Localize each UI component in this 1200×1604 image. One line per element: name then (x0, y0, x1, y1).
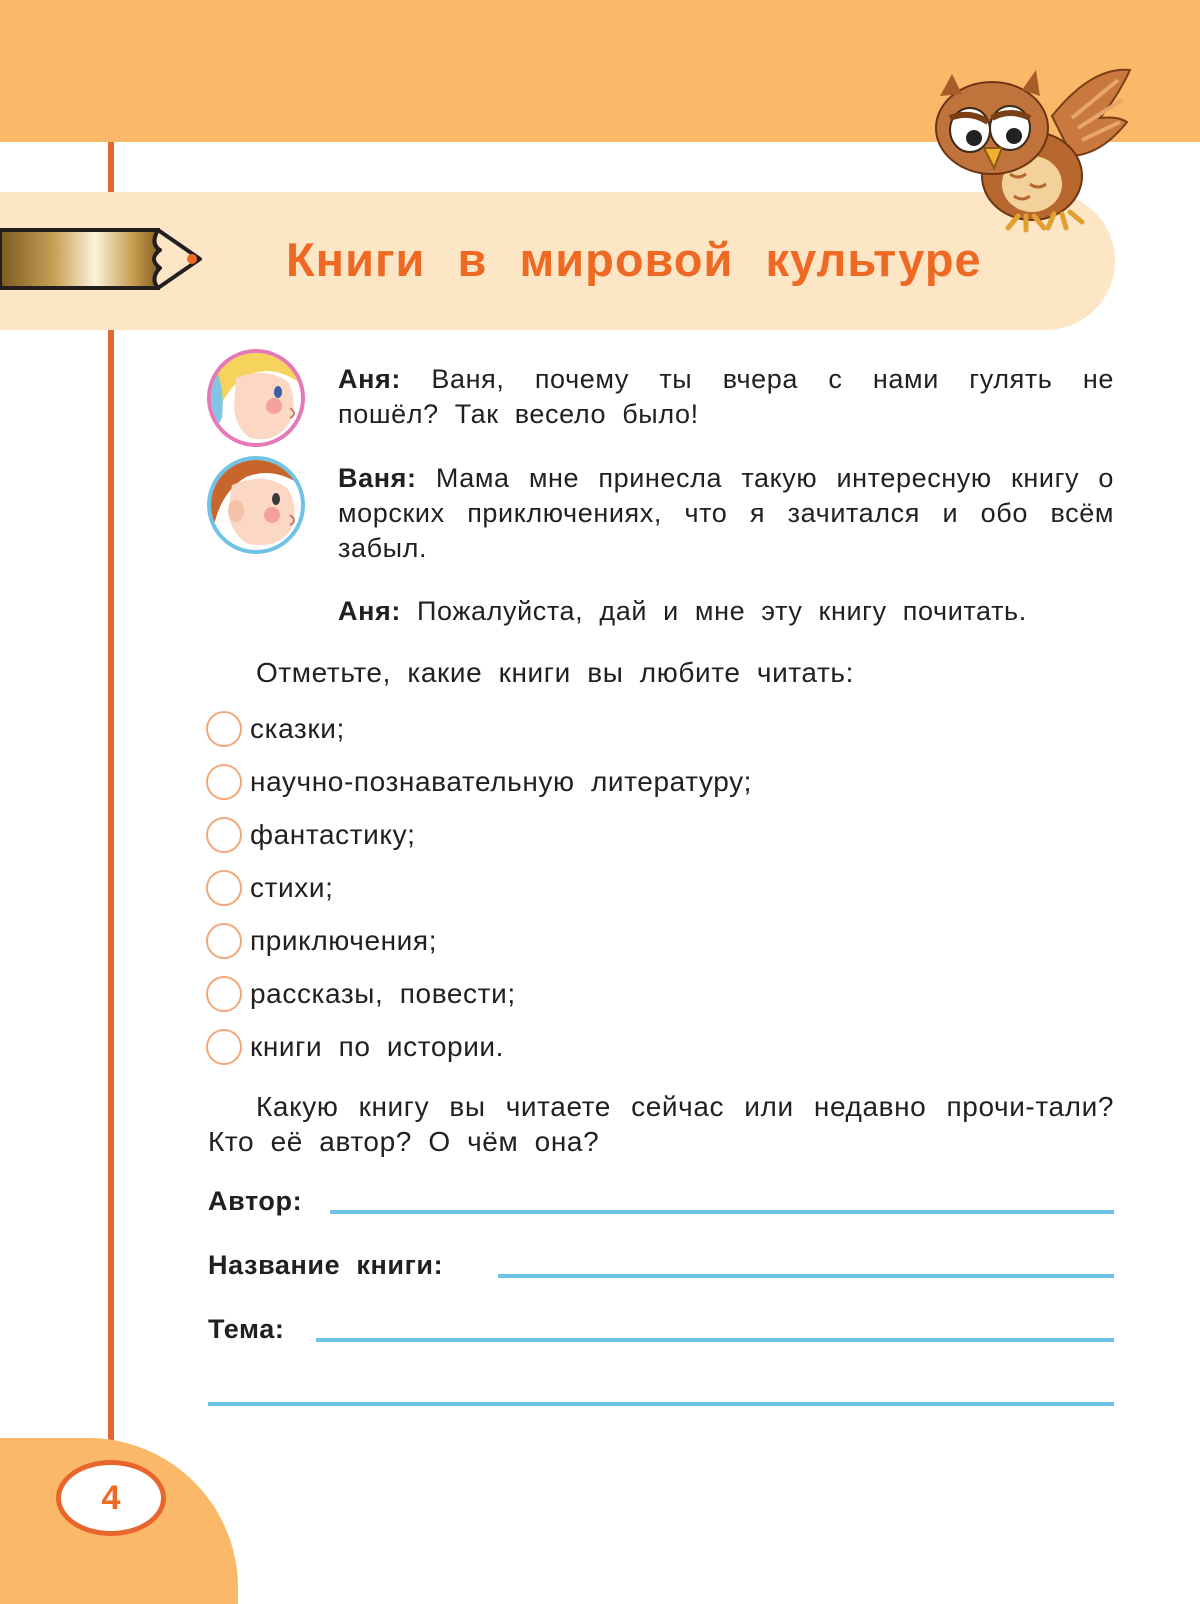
theme-answer-line[interactable] (316, 1338, 1114, 1342)
checklist-item-label: приключения; (250, 924, 438, 956)
owl-mascot-icon (922, 56, 1142, 236)
checkbox-circle[interactable] (206, 1029, 242, 1065)
checkbox-circle[interactable] (206, 711, 242, 747)
author-answer-line[interactable] (330, 1210, 1114, 1214)
dialogue-text: Мама мне принесла такую интересную книгу о морских приключениях, что я зачитался и обо всём забыл. (338, 463, 1114, 563)
book-type-checklist (206, 702, 1106, 1073)
page-title: Книги в мировой культуре (286, 233, 982, 286)
checklist-item-label: фантастику; (250, 818, 416, 850)
theme-label: Тема: (208, 1314, 285, 1344)
checklist-item[interactable] (206, 702, 1106, 755)
page-number-badge (56, 1460, 166, 1536)
dialogue-text: Пожалуйста, дай и мне эту книгу почитать. (400, 596, 1027, 626)
dialogue-line-2 (338, 461, 1114, 566)
checkbox-circle[interactable] (206, 976, 242, 1012)
checklist-item-label: книги по истории. (250, 1030, 505, 1062)
checklist-item[interactable] (206, 861, 1106, 914)
checklist-item-label: научно-познавательную литературу; (250, 765, 753, 797)
checklist-item[interactable] (206, 967, 1106, 1020)
speaker-name: Аня: (338, 596, 401, 626)
checkbox-circle[interactable] (206, 817, 242, 853)
checklist-item[interactable] (206, 808, 1106, 861)
page-number: 4 (101, 1478, 121, 1517)
margin-line (108, 142, 114, 1492)
speaker-name: Ваня: (338, 463, 417, 493)
author-label: Автор: (208, 1186, 303, 1216)
checklist-item[interactable] (206, 755, 1106, 808)
checklist-item-label: рассказы, повести; (250, 977, 516, 1009)
checkbox-circle[interactable] (206, 923, 242, 959)
anya-avatar (206, 348, 306, 448)
checkbox-circle[interactable] (206, 764, 242, 800)
dialogue-line-1 (338, 362, 1114, 432)
dialogue-text: Ваня, почему ты вчера с нами гулять не пошёл? Так весело было! (338, 364, 1114, 429)
checklist-item[interactable] (206, 914, 1106, 967)
book-title-label: Название книги: (208, 1250, 444, 1280)
pencil-icon (0, 226, 210, 298)
dialogue-line-3 (338, 594, 1114, 629)
speaker-name: Аня: (338, 364, 401, 394)
vanya-avatar (206, 455, 306, 555)
checklist-item[interactable] (206, 1020, 1106, 1073)
reading-question: Какую книгу вы читаете сейчас или недавно прочи-тали? Кто её автор? О чём она? (208, 1091, 1114, 1157)
book-title-answer-line[interactable] (498, 1274, 1114, 1278)
checklist-intro: Отметьте, какие книги вы любите читать: (256, 657, 854, 688)
checkbox-circle[interactable] (206, 870, 242, 906)
checklist-item-label: стихи; (250, 871, 334, 903)
checklist-item-label: сказки; (250, 712, 345, 744)
extra-answer-line[interactable] (208, 1402, 1114, 1406)
